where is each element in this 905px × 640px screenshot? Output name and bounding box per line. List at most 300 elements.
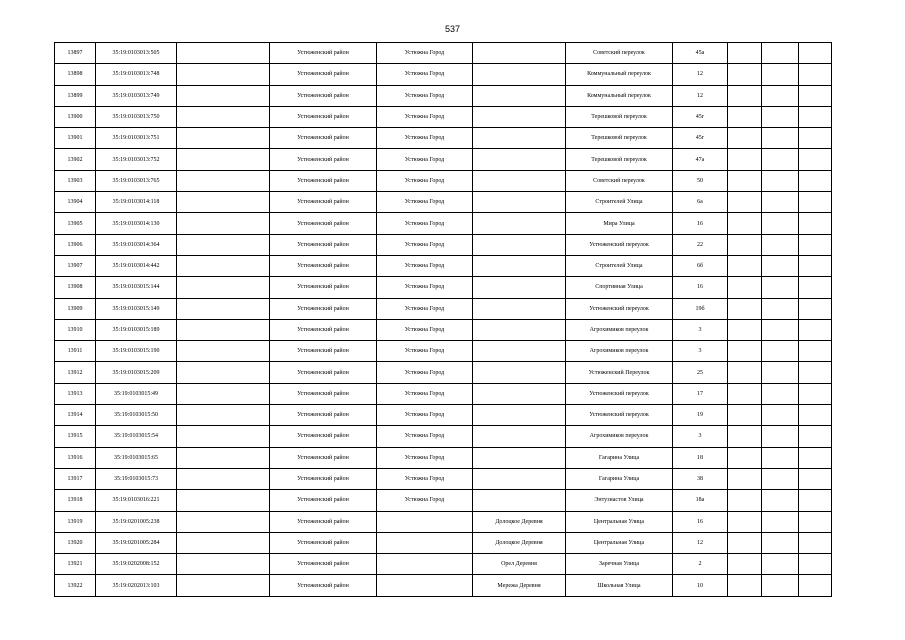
empty-cell bbox=[728, 85, 762, 106]
empty-cell bbox=[728, 575, 762, 596]
district-cell: Устюженский район bbox=[270, 234, 377, 255]
table-row bbox=[55, 255, 832, 276]
house-number-cell: 18 bbox=[673, 447, 728, 468]
empty-cell bbox=[177, 426, 270, 447]
house-number-cell: 12 bbox=[673, 64, 728, 85]
cadastral-number-cell: 35:19:0202013:103 bbox=[96, 575, 177, 596]
village-cell bbox=[473, 234, 566, 255]
record-number-cell: 13897 bbox=[55, 43, 96, 64]
cadastral-number-cell: 35:19:0201005:238 bbox=[96, 511, 177, 532]
empty-cell bbox=[762, 447, 799, 468]
house-number-cell: 18а bbox=[673, 490, 728, 511]
street-cell: Коммунальный переулок bbox=[566, 85, 673, 106]
district-cell: Устюженский район bbox=[270, 362, 377, 383]
table-row bbox=[55, 341, 832, 362]
village-cell: Долоцкое Деревня bbox=[473, 532, 566, 553]
empty-cell bbox=[762, 554, 799, 575]
house-number-cell: 3 bbox=[673, 341, 728, 362]
empty-cell bbox=[762, 170, 799, 191]
table-row bbox=[55, 149, 832, 170]
empty-cell bbox=[177, 85, 270, 106]
cadastral-number-cell: 35:19:0103016:221 bbox=[96, 490, 177, 511]
empty-cell bbox=[177, 362, 270, 383]
house-number-cell: 22 bbox=[673, 234, 728, 255]
empty-cell bbox=[728, 43, 762, 64]
empty-cell bbox=[762, 490, 799, 511]
empty-cell bbox=[177, 511, 270, 532]
empty-cell bbox=[799, 575, 832, 596]
empty-cell bbox=[177, 405, 270, 426]
village-cell bbox=[473, 362, 566, 383]
empty-cell bbox=[728, 319, 762, 340]
cadastral-number-cell: 35:19:0103014:118 bbox=[96, 192, 177, 213]
city-cell: Устюжна Город bbox=[377, 405, 473, 426]
city-cell bbox=[377, 575, 473, 596]
district-cell: Устюженский район bbox=[270, 341, 377, 362]
table-row bbox=[55, 532, 832, 553]
empty-cell bbox=[762, 149, 799, 170]
city-cell: Устюжна Город bbox=[377, 362, 473, 383]
record-number-cell: 13899 bbox=[55, 85, 96, 106]
empty-cell bbox=[799, 319, 832, 340]
city-cell: Устюжна Город bbox=[377, 319, 473, 340]
village-cell bbox=[473, 213, 566, 234]
empty-cell bbox=[728, 277, 762, 298]
empty-cell bbox=[762, 341, 799, 362]
empty-cell bbox=[177, 319, 270, 340]
village-cell: Орел Деревня bbox=[473, 554, 566, 575]
empty-cell bbox=[762, 426, 799, 447]
street-cell: Заречная Улица bbox=[566, 554, 673, 575]
empty-cell bbox=[177, 383, 270, 404]
village-cell bbox=[473, 383, 566, 404]
record-number-cell: 13905 bbox=[55, 213, 96, 234]
village-cell: Мережа Деревня bbox=[473, 575, 566, 596]
cadastral-number-cell: 35:19:0103014:130 bbox=[96, 213, 177, 234]
house-number-cell: 45г bbox=[673, 128, 728, 149]
table-row bbox=[55, 468, 832, 489]
page-number: 537 bbox=[444, 24, 461, 34]
empty-cell bbox=[728, 106, 762, 127]
cadastral-number-cell: 35:19:0103014:364 bbox=[96, 234, 177, 255]
empty-cell bbox=[762, 85, 799, 106]
street-cell: Устюженский переулок bbox=[566, 383, 673, 404]
district-cell: Устюженский район bbox=[270, 149, 377, 170]
city-cell bbox=[377, 511, 473, 532]
empty-cell bbox=[799, 192, 832, 213]
record-number-cell: 13900 bbox=[55, 106, 96, 127]
city-cell: Устюжна Город bbox=[377, 447, 473, 468]
empty-cell bbox=[762, 532, 799, 553]
empty-cell bbox=[728, 341, 762, 362]
empty-cell bbox=[728, 170, 762, 191]
street-cell: Центральная Улица bbox=[566, 511, 673, 532]
street-cell: Гагарина Улица bbox=[566, 447, 673, 468]
city-cell: Устюжна Город bbox=[377, 64, 473, 85]
record-number-cell: 13913 bbox=[55, 383, 96, 404]
house-number-cell: 12 bbox=[673, 532, 728, 553]
house-number-cell: 47а bbox=[673, 149, 728, 170]
house-number-cell: 45а bbox=[673, 43, 728, 64]
empty-cell bbox=[762, 468, 799, 489]
cadastral-number-cell: 35:19:0103014:442 bbox=[96, 255, 177, 276]
empty-cell bbox=[177, 234, 270, 255]
table-row bbox=[55, 383, 832, 404]
village-cell bbox=[473, 255, 566, 276]
empty-cell bbox=[728, 128, 762, 149]
record-number-cell: 13918 bbox=[55, 490, 96, 511]
cadastral-number-cell: 35:19:0103013:750 bbox=[96, 106, 177, 127]
empty-cell bbox=[177, 490, 270, 511]
village-cell bbox=[473, 405, 566, 426]
record-number-cell: 13908 bbox=[55, 277, 96, 298]
empty-cell bbox=[728, 490, 762, 511]
district-cell: Устюженский район bbox=[270, 85, 377, 106]
empty-cell bbox=[762, 383, 799, 404]
village-cell bbox=[473, 128, 566, 149]
empty-cell bbox=[799, 341, 832, 362]
record-number-cell: 13920 bbox=[55, 532, 96, 553]
table-row bbox=[55, 298, 832, 319]
empty-cell bbox=[728, 554, 762, 575]
house-number-cell: 16 bbox=[673, 213, 728, 234]
street-cell: Спортивная Улица bbox=[566, 277, 673, 298]
street-cell: Гагарина Улица bbox=[566, 468, 673, 489]
empty-cell bbox=[762, 255, 799, 276]
district-cell: Устюженский район bbox=[270, 575, 377, 596]
city-cell: Устюжна Город bbox=[377, 255, 473, 276]
record-number-cell: 13898 bbox=[55, 64, 96, 85]
cadastral-number-cell: 35:19:0103015:190 bbox=[96, 341, 177, 362]
street-cell: Терешковой переулок bbox=[566, 106, 673, 127]
empty-cell bbox=[728, 362, 762, 383]
district-cell: Устюженский район bbox=[270, 426, 377, 447]
record-number-cell: 13907 bbox=[55, 255, 96, 276]
empty-cell bbox=[177, 575, 270, 596]
city-cell: Устюжна Город bbox=[377, 106, 473, 127]
city-cell: Устюжна Город bbox=[377, 341, 473, 362]
table-row bbox=[55, 405, 832, 426]
empty-cell bbox=[799, 405, 832, 426]
village-cell bbox=[473, 298, 566, 319]
record-number-cell: 13904 bbox=[55, 192, 96, 213]
district-cell: Устюженский район bbox=[270, 468, 377, 489]
city-cell: Устюжна Город bbox=[377, 426, 473, 447]
registry-table bbox=[54, 42, 832, 597]
empty-cell bbox=[799, 213, 832, 234]
record-number-cell: 13911 bbox=[55, 341, 96, 362]
city-cell bbox=[377, 532, 473, 553]
empty-cell bbox=[728, 255, 762, 276]
empty-cell bbox=[799, 362, 832, 383]
street-cell: Строителей Улица bbox=[566, 255, 673, 276]
empty-cell bbox=[728, 213, 762, 234]
empty-cell bbox=[177, 468, 270, 489]
city-cell: Устюжна Город bbox=[377, 43, 473, 64]
empty-cell bbox=[177, 106, 270, 127]
village-cell bbox=[473, 468, 566, 489]
empty-cell bbox=[799, 170, 832, 191]
table-row bbox=[55, 192, 832, 213]
empty-cell bbox=[762, 128, 799, 149]
village-cell bbox=[473, 43, 566, 64]
district-cell: Устюженский район bbox=[270, 277, 377, 298]
city-cell: Устюжна Город bbox=[377, 234, 473, 255]
table-row bbox=[55, 490, 832, 511]
city-cell: Устюжна Город bbox=[377, 277, 473, 298]
village-cell bbox=[473, 64, 566, 85]
street-cell: Агрохимиков переулок bbox=[566, 426, 673, 447]
empty-cell bbox=[799, 128, 832, 149]
record-number-cell: 13906 bbox=[55, 234, 96, 255]
empty-cell bbox=[177, 298, 270, 319]
village-cell bbox=[473, 277, 566, 298]
table-row bbox=[55, 64, 832, 85]
table-row bbox=[55, 234, 832, 255]
street-cell: Коммунальный переулок bbox=[566, 64, 673, 85]
district-cell: Устюженский район bbox=[270, 213, 377, 234]
empty-cell bbox=[728, 405, 762, 426]
house-number-cell: 25 bbox=[673, 362, 728, 383]
empty-cell bbox=[728, 511, 762, 532]
table-row bbox=[55, 447, 832, 468]
empty-cell bbox=[799, 554, 832, 575]
cadastral-number-cell: 35:19:0103015:189 bbox=[96, 319, 177, 340]
empty-cell bbox=[762, 234, 799, 255]
district-cell: Устюженский район bbox=[270, 554, 377, 575]
city-cell: Устюжна Город bbox=[377, 468, 473, 489]
village-cell: Долоцкое Деревня bbox=[473, 511, 566, 532]
empty-cell bbox=[799, 255, 832, 276]
house-number-cell: 6б bbox=[673, 255, 728, 276]
empty-cell bbox=[762, 362, 799, 383]
empty-cell bbox=[799, 383, 832, 404]
cadastral-number-cell: 35:19:0201005:284 bbox=[96, 532, 177, 553]
street-cell: Терешковой переулок bbox=[566, 149, 673, 170]
cadastral-number-cell: 35:19:0202008:152 bbox=[96, 554, 177, 575]
village-cell bbox=[473, 341, 566, 362]
street-cell: Строителей Улица bbox=[566, 192, 673, 213]
record-number-cell: 13919 bbox=[55, 511, 96, 532]
record-number-cell: 13912 bbox=[55, 362, 96, 383]
street-cell: Советский переулок bbox=[566, 170, 673, 191]
empty-cell bbox=[799, 490, 832, 511]
cadastral-number-cell: 35:19:0103015:149 bbox=[96, 298, 177, 319]
empty-cell bbox=[177, 213, 270, 234]
village-cell bbox=[473, 192, 566, 213]
empty-cell bbox=[177, 447, 270, 468]
city-cell: Устюжна Город bbox=[377, 85, 473, 106]
table-row bbox=[55, 85, 832, 106]
city-cell: Устюжна Город bbox=[377, 192, 473, 213]
district-cell: Устюженский район bbox=[270, 511, 377, 532]
city-cell: Устюжна Город bbox=[377, 128, 473, 149]
table-row bbox=[55, 575, 832, 596]
empty-cell bbox=[799, 149, 832, 170]
cadastral-number-cell: 35:19:0103013:748 bbox=[96, 64, 177, 85]
empty-cell bbox=[799, 447, 832, 468]
table-row bbox=[55, 554, 832, 575]
table-row bbox=[55, 319, 832, 340]
street-cell: Советский переулок bbox=[566, 43, 673, 64]
empty-cell bbox=[799, 43, 832, 64]
cadastral-number-cell: 35:19:0103015:73 bbox=[96, 468, 177, 489]
street-cell: Центральная Улица bbox=[566, 532, 673, 553]
empty-cell bbox=[177, 532, 270, 553]
street-cell: Устюженский переулок bbox=[566, 405, 673, 426]
street-cell: Мира Улица bbox=[566, 213, 673, 234]
street-cell: Школьная Улица bbox=[566, 575, 673, 596]
village-cell bbox=[473, 426, 566, 447]
empty-cell bbox=[799, 468, 832, 489]
table-row bbox=[55, 43, 832, 64]
cadastral-number-cell: 35:19:0103015:144 bbox=[96, 277, 177, 298]
empty-cell bbox=[177, 554, 270, 575]
district-cell: Устюженский район bbox=[270, 106, 377, 127]
cadastral-number-cell: 35:19:0103013:749 bbox=[96, 85, 177, 106]
city-cell: Устюжна Город bbox=[377, 213, 473, 234]
empty-cell bbox=[762, 405, 799, 426]
city-cell: Устюжна Город bbox=[377, 490, 473, 511]
house-number-cell: 6а bbox=[673, 192, 728, 213]
district-cell: Устюженский район bbox=[270, 383, 377, 404]
table-row bbox=[55, 277, 832, 298]
empty-cell bbox=[762, 64, 799, 85]
street-cell: Устюженский Переулок bbox=[566, 362, 673, 383]
cadastral-number-cell: 35:19:0103015:49 bbox=[96, 383, 177, 404]
empty-cell bbox=[177, 341, 270, 362]
district-cell: Устюженский район bbox=[270, 490, 377, 511]
empty-cell bbox=[762, 192, 799, 213]
empty-cell bbox=[762, 575, 799, 596]
empty-cell bbox=[177, 277, 270, 298]
record-number-cell: 13909 bbox=[55, 298, 96, 319]
empty-cell bbox=[177, 192, 270, 213]
house-number-cell: 19 bbox=[673, 405, 728, 426]
record-number-cell: 13914 bbox=[55, 405, 96, 426]
empty-cell bbox=[728, 234, 762, 255]
empty-cell bbox=[799, 234, 832, 255]
record-number-cell: 13921 bbox=[55, 554, 96, 575]
record-number-cell: 13915 bbox=[55, 426, 96, 447]
village-cell bbox=[473, 447, 566, 468]
cadastral-number-cell: 35:19:0103013:505 bbox=[96, 43, 177, 64]
house-number-cell: 16 bbox=[673, 511, 728, 532]
cadastral-number-cell: 35:19:0103013:765 bbox=[96, 170, 177, 191]
record-number-cell: 13917 bbox=[55, 468, 96, 489]
district-cell: Устюженский район bbox=[270, 170, 377, 191]
record-number-cell: 13910 bbox=[55, 319, 96, 340]
district-cell: Устюженский район bbox=[270, 405, 377, 426]
empty-cell bbox=[728, 426, 762, 447]
record-number-cell: 13903 bbox=[55, 170, 96, 191]
house-number-cell: 3 bbox=[673, 319, 728, 340]
district-cell: Устюженский район bbox=[270, 192, 377, 213]
table-row bbox=[55, 106, 832, 127]
empty-cell bbox=[728, 192, 762, 213]
table-row bbox=[55, 511, 832, 532]
city-cell: Устюжна Город bbox=[377, 149, 473, 170]
empty-cell bbox=[762, 43, 799, 64]
house-number-cell: 2 bbox=[673, 554, 728, 575]
district-cell: Устюженский район bbox=[270, 319, 377, 340]
empty-cell bbox=[762, 298, 799, 319]
district-cell: Устюженский район bbox=[270, 532, 377, 553]
empty-cell bbox=[799, 426, 832, 447]
empty-cell bbox=[762, 319, 799, 340]
cadastral-number-cell: 35:19:0103013:752 bbox=[96, 149, 177, 170]
city-cell bbox=[377, 554, 473, 575]
empty-cell bbox=[762, 213, 799, 234]
empty-cell bbox=[177, 255, 270, 276]
house-number-cell: 19б bbox=[673, 298, 728, 319]
village-cell bbox=[473, 85, 566, 106]
house-number-cell: 16 bbox=[673, 277, 728, 298]
record-number-cell: 13901 bbox=[55, 128, 96, 149]
house-number-cell: 3 bbox=[673, 426, 728, 447]
house-number-cell: 38 bbox=[673, 468, 728, 489]
street-cell: Энтузиастов Улица bbox=[566, 490, 673, 511]
empty-cell bbox=[177, 43, 270, 64]
street-cell: Терешковой переулок bbox=[566, 128, 673, 149]
cadastral-number-cell: 35:19:0103013:751 bbox=[96, 128, 177, 149]
empty-cell bbox=[728, 298, 762, 319]
empty-cell bbox=[728, 468, 762, 489]
empty-cell bbox=[728, 64, 762, 85]
village-cell bbox=[473, 149, 566, 170]
empty-cell bbox=[728, 383, 762, 404]
registry-rows bbox=[55, 43, 832, 597]
house-number-cell: 17 bbox=[673, 383, 728, 404]
empty-cell bbox=[762, 106, 799, 127]
empty-cell bbox=[799, 85, 832, 106]
table-row bbox=[55, 170, 832, 191]
district-cell: Устюженский район bbox=[270, 43, 377, 64]
cadastral-number-cell: 35:19:0103015:209 bbox=[96, 362, 177, 383]
record-number-cell: 13916 bbox=[55, 447, 96, 468]
empty-cell bbox=[728, 149, 762, 170]
empty-cell bbox=[177, 170, 270, 191]
empty-cell bbox=[799, 106, 832, 127]
street-cell: Устюженский переулок bbox=[566, 234, 673, 255]
empty-cell bbox=[177, 128, 270, 149]
district-cell: Устюженский район bbox=[270, 128, 377, 149]
empty-cell bbox=[799, 532, 832, 553]
district-cell: Устюженский район bbox=[270, 298, 377, 319]
street-cell: Агрохимиков переулок bbox=[566, 341, 673, 362]
table-row bbox=[55, 213, 832, 234]
village-cell bbox=[473, 319, 566, 340]
district-cell: Устюженский район bbox=[270, 64, 377, 85]
city-cell: Устюжна Город bbox=[377, 298, 473, 319]
empty-cell bbox=[728, 447, 762, 468]
empty-cell bbox=[762, 511, 799, 532]
empty-cell bbox=[177, 64, 270, 85]
record-number-cell: 13902 bbox=[55, 149, 96, 170]
village-cell bbox=[473, 490, 566, 511]
empty-cell bbox=[799, 511, 832, 532]
empty-cell bbox=[799, 64, 832, 85]
empty-cell bbox=[728, 532, 762, 553]
empty-cell bbox=[799, 298, 832, 319]
house-number-cell: 12 bbox=[673, 85, 728, 106]
street-cell: Устюженский переулок bbox=[566, 298, 673, 319]
empty-cell bbox=[762, 277, 799, 298]
house-number-cell: 45г bbox=[673, 106, 728, 127]
village-cell bbox=[473, 106, 566, 127]
city-cell: Устюжна Город bbox=[377, 383, 473, 404]
cadastral-number-cell: 35:19:0103015:50 bbox=[96, 405, 177, 426]
